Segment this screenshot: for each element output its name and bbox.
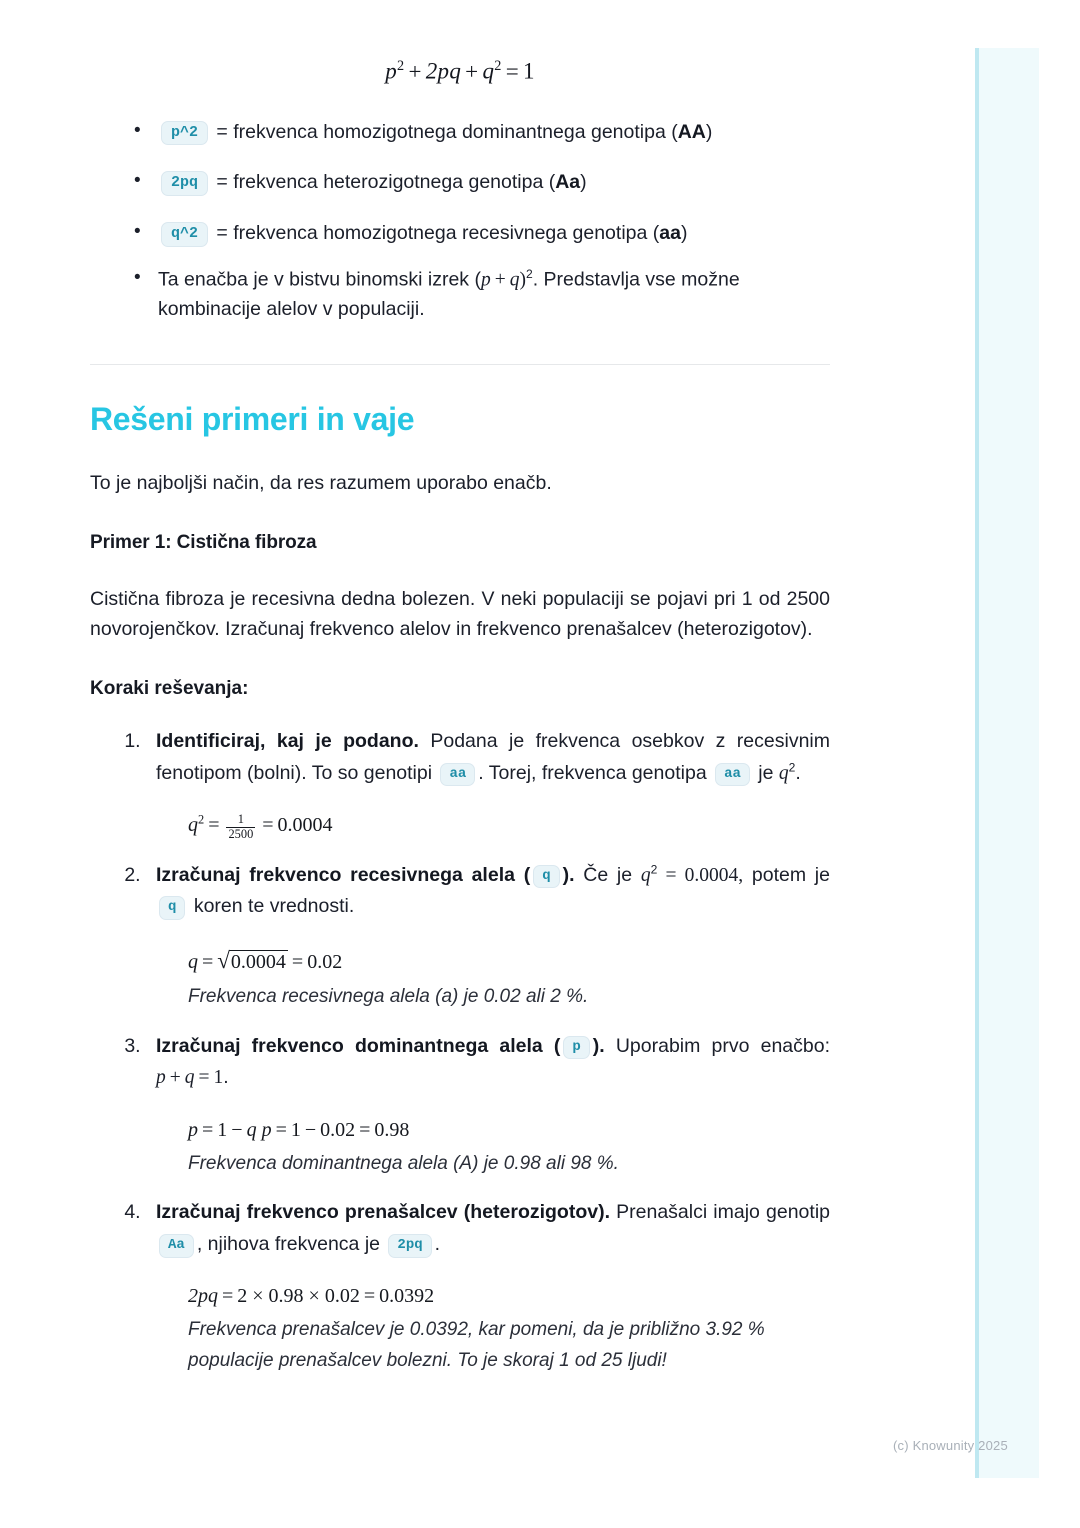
eq-p-exponent: 2 (397, 58, 405, 74)
step-2-text-2: potem je (743, 863, 830, 886)
result-block-3 (188, 1115, 830, 1179)
result-note-3: Frekvenca dominantnega alela (A) je 0.98 ali 98 %. (188, 1152, 619, 1174)
result-block-2 (188, 944, 830, 1013)
example-paragraph: Cistična fibroza je recesivna dedna bolezen. V neki populaciji se pojavi pri 1 od 2500 novorojenčkov. Izračunaj frekvenco alelov in frekvenco prenašalcev (heterozigotov). (90, 587, 830, 641)
eq-2pq: 2pq (425, 58, 462, 84)
fraction-denominator: 2500 (228, 827, 254, 842)
step-4-text-1: Prenašalci imajo genotip (610, 1201, 830, 1224)
r3-p-1: p (188, 1118, 198, 1141)
r3-p-2: p (261, 1118, 272, 1141)
r3-val2: 0.98 (374, 1118, 410, 1141)
step-3-math-q: q (184, 1067, 195, 1089)
r3-one-2: 1 (290, 1118, 301, 1141)
fraction-1-over-2500 (226, 813, 255, 841)
r3-eq-2: = (275, 1118, 287, 1141)
step-2-text-3: koren te vrednosti. (188, 895, 355, 918)
radicand: 0.0004 (230, 950, 286, 973)
step-3-bold: Izračunaj frekvenco dominantnega alela ( (156, 1034, 561, 1057)
hardy-weinberg-equation (90, 0, 830, 85)
step-2-bold: Izračunaj frekvenco recesivnega alela ( (156, 863, 531, 886)
step-item-1 (146, 726, 830, 860)
list-item-text: = frekvenca heterozigotnega genotipa ( (211, 171, 556, 194)
genotype-label-AA: AA (677, 120, 706, 143)
code-chip-aa-2[interactable]: aa (715, 763, 750, 787)
section-lead-text: To je najboljši način, da res razumem uporabo enačb. (90, 472, 552, 495)
step-2-math-value: = 0.0004, (657, 864, 744, 886)
r4-eq2: = (363, 1285, 376, 1308)
step-1-text-4: . (795, 761, 801, 784)
code-chip-q-2[interactable]: q (159, 896, 185, 920)
step-2-math-exp: 2 (650, 862, 658, 877)
step-3-bold-2: ). (592, 1034, 605, 1057)
code-chip-q-1[interactable]: q (533, 865, 559, 889)
step-1-text-2: . Torej, frekvenca genotipa (478, 761, 713, 784)
copyright-watermark: (c) Knowunity 2025 (893, 1438, 1008, 1453)
list-item (90, 118, 830, 148)
right-decorative-strip (975, 48, 1039, 1478)
section-divider (90, 364, 830, 365)
genotype-label-Aa: Aa (555, 171, 581, 194)
close-paren: ) (705, 120, 713, 143)
steps-heading: Koraki reševanja: (90, 678, 249, 700)
r2-eq1: = (202, 950, 214, 973)
eq-plus-1: + (408, 58, 422, 84)
solution-steps-list (90, 726, 830, 1376)
r3-eq-1: = (202, 1118, 214, 1141)
genotype-label-aa: aa (659, 221, 681, 244)
eq-plus-2: + (465, 58, 479, 84)
close-paren: ) (580, 171, 587, 194)
list-item-text: = frekvenca homozigotnega recesivnega genotipa ( (211, 221, 660, 244)
step-item-3 (146, 1031, 830, 1198)
page-title: Rešeni primeri in vaje (90, 401, 415, 438)
spacer (156, 842, 830, 860)
step-3-eq: = (198, 1067, 210, 1089)
step-1-text-1: Podana je frekvenca osebkov z recesivnim fenotipom (bolni). To so genotipi (156, 730, 830, 784)
eq-one: 1 (522, 58, 535, 84)
r4-expr: 2 × 0.98 × 0.02 (237, 1285, 360, 1308)
code-chip-Aa[interactable]: Aa (159, 1234, 194, 1258)
step-4-text (156, 1197, 830, 1260)
r3-minus-2: − (304, 1118, 317, 1141)
r3-one-1: 1 (217, 1118, 228, 1141)
fraction-numerator: 1 (237, 812, 244, 827)
code-chip-p-1[interactable]: p (563, 1036, 589, 1060)
step-3-one: 1 (213, 1067, 224, 1089)
list-item-binomial (90, 265, 830, 325)
step-item-2 (146, 860, 830, 1031)
r2-eq2: = (291, 950, 304, 973)
step-1-math-q: q (778, 762, 789, 784)
eq-q-exponent: 2 (494, 58, 502, 74)
r1-eq1: = (208, 814, 220, 837)
code-chip-p2[interactable]: p^2 (161, 121, 208, 146)
r4-value: 0.0392 (379, 1285, 435, 1308)
step-4-text-3: . (434, 1232, 441, 1255)
binomial-tail: . Predstavlja vse možne kombinacije alelov v populaciji. (158, 268, 740, 320)
square-root-expression (217, 944, 288, 979)
binomial-plus: + (494, 269, 506, 291)
eq-q: q (482, 58, 495, 84)
r3-minus-1: − (231, 1118, 243, 1141)
step-3-text (156, 1031, 830, 1094)
example-subtitle: Primer 1: Cistična fibroza (90, 531, 317, 553)
spacer (156, 1179, 830, 1197)
radical-sign: √ (217, 947, 230, 973)
step-1-text (156, 726, 830, 789)
binomial-lead: Ta enačba je v bistvu binomski izrek ( (158, 268, 481, 291)
step-item-4 (146, 1197, 830, 1376)
step-3-plus: + (169, 1067, 181, 1089)
step-1-math-exp: 2 (788, 760, 796, 775)
result-note-2: Frekvenca recesivnega alela (a) je 0.02 ali 2 %. (188, 986, 589, 1008)
code-chip-q2[interactable]: q^2 (161, 222, 208, 247)
result-block-1 (188, 810, 830, 841)
list-item (90, 219, 830, 249)
binomial-p: p (480, 269, 491, 291)
list-item-text: = frekvenca homozigotnega dominantnega genotipa ( (211, 120, 678, 143)
code-chip-aa-1[interactable]: aa (440, 763, 475, 787)
genotype-definition-list (90, 118, 830, 325)
result-note-4: Frekvenca prenašalcev je 0.0392, kar pomeni, da je približno 3.92 % populacije prenašalcev bolezni. To je skoraj 1 od 25 ljudi! (188, 1319, 765, 1371)
code-chip-2pq-2[interactable]: 2pq (388, 1234, 431, 1258)
step-1-text-3: je (752, 761, 779, 784)
r1-lhs: q (188, 814, 198, 837)
step-3-math-p: p (156, 1067, 166, 1089)
document-content (90, 0, 830, 1376)
r1-lhs-exp: 2 (198, 812, 205, 827)
binomial-exponent: 2 (525, 266, 533, 281)
list-item (90, 168, 830, 198)
r3-q: q (246, 1118, 257, 1141)
r1-value: 0.0004 (277, 814, 333, 837)
step-4-bold: Izračunaj frekvenco prenašalcev (heterozigotov). (156, 1201, 611, 1224)
step-1-bold: Identificiraj, kaj je podano. (156, 730, 419, 753)
step-3-text-1: Uporabim prvo enačbo: (604, 1034, 830, 1057)
binomial-close-paren: ) (519, 269, 526, 291)
r3-eq-3: = (359, 1118, 371, 1141)
r4-eq1: = (222, 1285, 234, 1308)
eq-p: p (385, 58, 398, 84)
result-block-4 (188, 1281, 830, 1376)
spacer (156, 1013, 830, 1031)
close-paren: ) (680, 221, 688, 244)
step-4-text-2: , njihova frekvenca je (196, 1232, 386, 1255)
binomial-q: q (509, 269, 520, 291)
r1-eq2: = (262, 814, 274, 837)
eq-equals: = (505, 58, 519, 84)
step-2-text-1: Če je (574, 863, 641, 886)
r3-val1: 0.02 (320, 1118, 356, 1141)
code-chip-2pq[interactable]: 2pq (161, 171, 208, 196)
r2-value: 0.02 (307, 950, 343, 973)
step-2-math-q: q (640, 864, 651, 886)
r4-lhs: 2pq (188, 1285, 218, 1308)
step-2-bold-2: ). (562, 863, 575, 886)
step-3-text-2: . (223, 1066, 229, 1089)
r2-lhs: q (188, 950, 198, 973)
step-2-text (156, 860, 830, 923)
